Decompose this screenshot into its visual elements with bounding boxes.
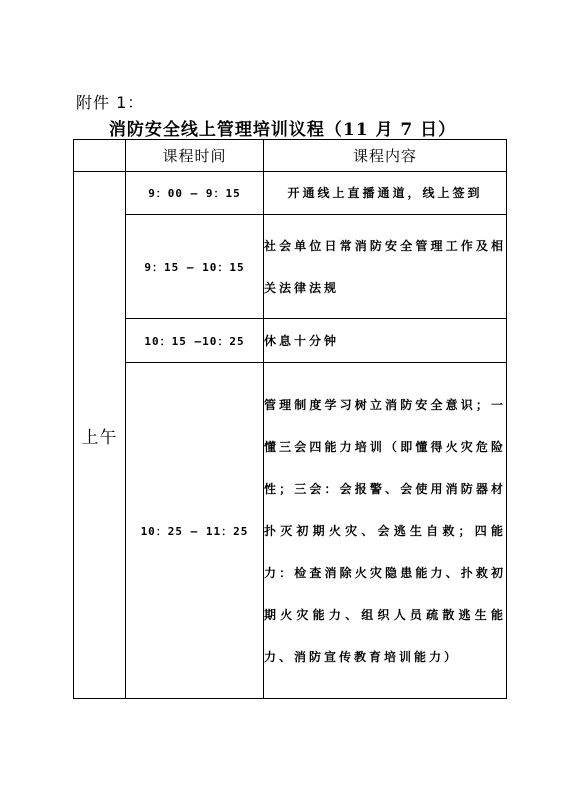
table-header-row (74, 140, 507, 172)
content-cell: 休息十分钟 (264, 319, 507, 363)
attachment-label: 附件 1： (76, 93, 145, 112)
table-row (74, 172, 507, 215)
agenda-table (73, 139, 507, 699)
table-row (74, 319, 507, 363)
content-cell: 开通线上直播通道，线上签到 (264, 172, 507, 215)
column-header-content: 课程内容 (264, 140, 507, 172)
content-cell: 管理制度学习树立消防安全意识；一懂三会四能力培训（即懂得火灾危险性；三会：会报警、会使用消防器材扑灭初期火灾、会逃生自救；四能力：检查消除火灾隐患能力、扑救初期火灾能力、组织人员疏散逃生能力、消防宣传教育培训能力） (264, 363, 507, 699)
period-cell: 上午 (74, 172, 126, 699)
table-row (74, 215, 507, 319)
document-title: 消防安全线上管理培训议程（11 月 7 日） (108, 120, 457, 140)
content-cell: 社会单位日常消防安全管理工作及相关法律法规 (264, 215, 507, 319)
column-header-empty (74, 140, 126, 172)
time-cell: 10：25 – 11：25 (126, 363, 264, 699)
column-header-time: 课程时间 (126, 140, 264, 172)
table-row (74, 363, 507, 699)
time-cell: 9：15 – 10：15 (126, 215, 264, 319)
time-cell: 9：00 – 9：15 (126, 172, 264, 215)
time-cell: 10：15 –10：25 (126, 319, 264, 363)
